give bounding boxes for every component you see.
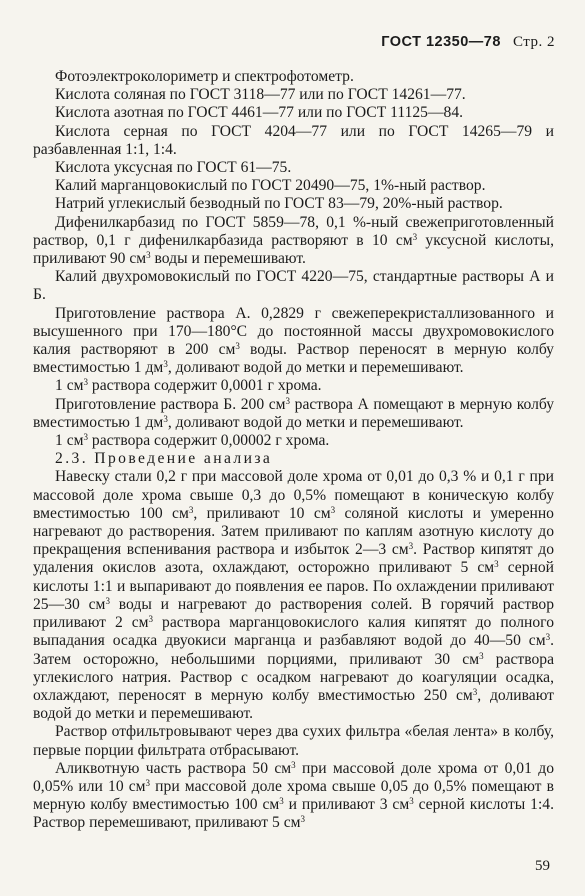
paragraph: Раствор отфильтровывают через два сухих фильтра «белая лента» в колбу, первые порции фильтрата отбрасывают. xyxy=(33,723,554,759)
paragraph: Аликвотную часть раствора 50 $см^3$ при массовой доле хрома от 0,01 до 0,05% или 10 $см^3$ при массовой доле хрома свыше 0,05 до 0,5% помещают в мерную колбу вместимостью 100 $см^3$ и приливают 3 $см^3$ серной кислоты 1:4. Раствор перемешивают, приливают 5 $см^3$ xyxy=(33,759,554,832)
paragraph: Кислота уксусная по ГОСТ 61—75. xyxy=(55,159,292,177)
document-body xyxy=(33,68,554,833)
paragraph: Натрий углекислый безводный по ГОСТ 83—79, 20%-ный раствор. xyxy=(55,195,503,213)
paragraph: Приготовление раствора Б. 200 $см^3$ раствора А помещают в мерную колбу вместимостью 1 $дм^3$, доливают водой до метки и перемешивают. xyxy=(33,395,554,431)
standard-number: ГОСТ 12350—78 xyxy=(381,34,501,50)
paragraph: Кислота серная по ГОСТ 4204—77 или по ГОСТ 14265—79 и разбавленная 1:1, 1:4. xyxy=(33,122,554,158)
page-label: Стр. 2 xyxy=(512,34,555,50)
paragraph: 1 $см^3$ раствора содержит 0,0001 г хрома. xyxy=(55,377,322,395)
paragraph: Навеску стали 0,2 г при массовой доле хрома от 0,01 до 0,3 % и 0,1 г при массовой доле хрома свыше 0,3 до 0,5% помещают в коническую колбу вместимостью 100 $см^3$, приливают 10 $см^3$ соляной кислоты и умеренно нагревают до растворения. Затем приливают по каплям азотную кислоту до прекращения вспенивания раствора и избыток 2—3 $см^3$. Раствор кипятят до удаления окислов азота, охлаждают, осторожно приливают 5 $см^3$ серной кислоты 1:1 и выпаривают до появления ее паров. По охлаждении приливают 25—30 $см^3$ воды и нагревают до растворения солей. В горячий раствор приливают 2 $см^3$ раствора марганцовокислого калия кипятят до полного выпадания осадка двуокиси марганца и разбавляют водой до 40—50 $см^3$. Затем осторожно, небольшими порциями, приливают 30 $см^3$ раствора углекислого натрия. Раствор с осадком нагревают до коагуляции осадка, охлаждают, переносят в мерную колбу вместимостью 250 $см^3$, доливают водой до метки и перемешивают. xyxy=(33,468,555,723)
section-heading: 2.3. Проведение анализа xyxy=(55,450,273,468)
paragraph: Кислота азотная по ГОСТ 4461—77 или по ГОСТ 11125—84. xyxy=(55,104,464,122)
paragraph: Кислота соляная по ГОСТ 3118—77 или по ГОСТ 14261—77. xyxy=(55,86,466,104)
paragraph: Калий марганцовокислый по ГОСТ 20490—75, 1%-ный раствор. xyxy=(55,177,486,195)
paragraph: 1 $см^3$ раствора содержит 0,00002 г хрома. xyxy=(55,432,330,450)
paragraph: Калий двухромовокислый по ГОСТ 4220—75, стандартные растворы А и Б. xyxy=(33,268,554,304)
running-header xyxy=(381,34,555,51)
paragraph: Дифенилкарбазид по ГОСТ 5859—78, 0,1 %-ный свежеприготовленный раствор, 0,1 г дифенилкарбазида растворяют в 10 $см^3$ уксусной кислоты, приливают 90 $см^3$ воды и перемешивают. xyxy=(33,213,554,268)
paragraph: Фотоэлектроколориметр и спектрофотометр. xyxy=(55,68,354,85)
page-number: 59 xyxy=(535,858,550,874)
paragraph: Приготовление раствора А. 0,2829 г свежеперекристаллизованного и высушенного при 170—180°С до постоянной массы двухромовокислого калия растворяют в 200 $см^3$ воды. Раствор переносят в мерную колбу вместимостью 1 $дм^3$, доливают водой до метки и перемешивают. xyxy=(33,304,554,377)
